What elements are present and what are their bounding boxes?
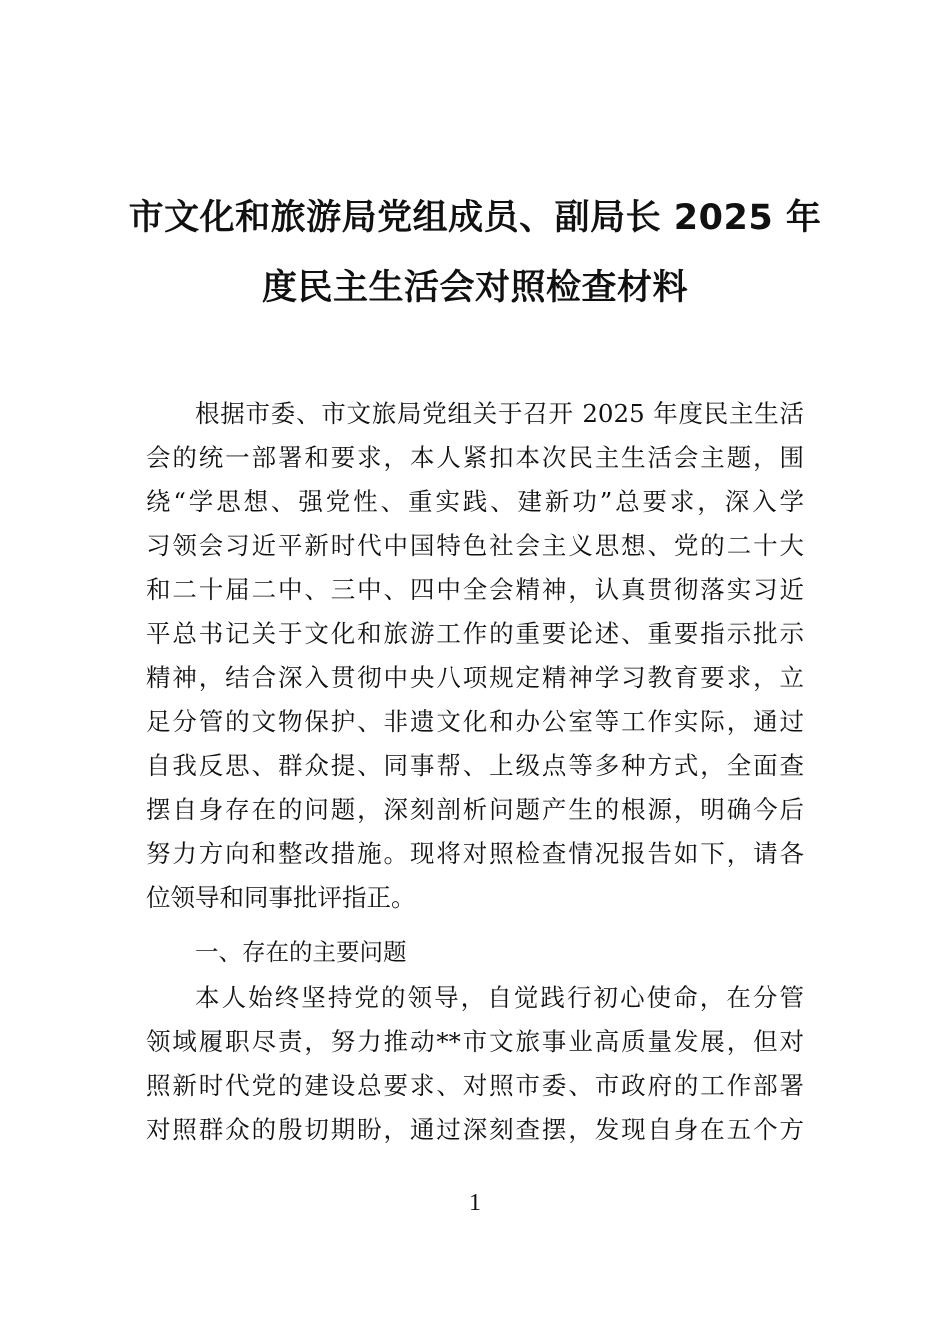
paragraph-line: 足分管的文物保护、非遗文化和办公室等工作实际，通过 <box>146 707 804 736</box>
paragraph-line: 自我反思、群众提、同事帮、上级点等多种方式，全面查 <box>146 751 804 780</box>
paragraph-line: 习领会习近平新时代中国特色社会主义思想、党的二十大 <box>146 531 804 560</box>
section-heading: 一、存在的主要问题 <box>195 938 407 966</box>
paragraph-line: 摆自身存在的问题，深刻剖析问题产生的根源，明确今后 <box>146 795 804 824</box>
paragraph-line: 根据市委、市文旅局党组关于召开 2025 年度民主生活 <box>195 399 804 428</box>
paragraph-line: 精神，结合深入贯彻中央八项规定精神学习教育要求，立 <box>146 663 804 692</box>
paragraph-line: 会的统一部署和要求，本人紧扣本次民主生活会主题，围 <box>146 443 804 472</box>
paragraph-line: 位领导和同事批评指正。 <box>146 883 416 912</box>
paragraph-line: 照新时代党的建设总要求、对照市委、市政府的工作部署 <box>146 1071 804 1100</box>
document-title-line-1: 市文化和旅游局党组成员、副局长 2025 年 <box>128 198 822 238</box>
paragraph-line: 对照群众的殷切期盼，通过深刻查摆，发现自身在五个方 <box>146 1115 804 1144</box>
paragraph-line: 努力方向和整改措施。现将对照检查情况报告如下，请各 <box>146 839 804 868</box>
document-title-line-2: 度民主生活会对照检查材料 <box>261 268 688 308</box>
page-number: 1 <box>469 1190 481 1216</box>
paragraph-line: 本人始终坚持党的领导，自觉践行初心使命，在分管 <box>195 983 804 1012</box>
paragraph-line: 领域履职尽责，努力推动**市文旅事业高质量发展，但对 <box>146 1027 804 1056</box>
paragraph-line: 和二十届二中、三中、四中全会精神，认真贯彻落实习近 <box>146 575 804 604</box>
paragraph-line: 绕“学思想、强党性、重实践、建新功”总要求，深入学 <box>146 487 804 516</box>
paragraph-line: 平总书记关于文化和旅游工作的重要论述、重要指示批示 <box>146 619 804 648</box>
